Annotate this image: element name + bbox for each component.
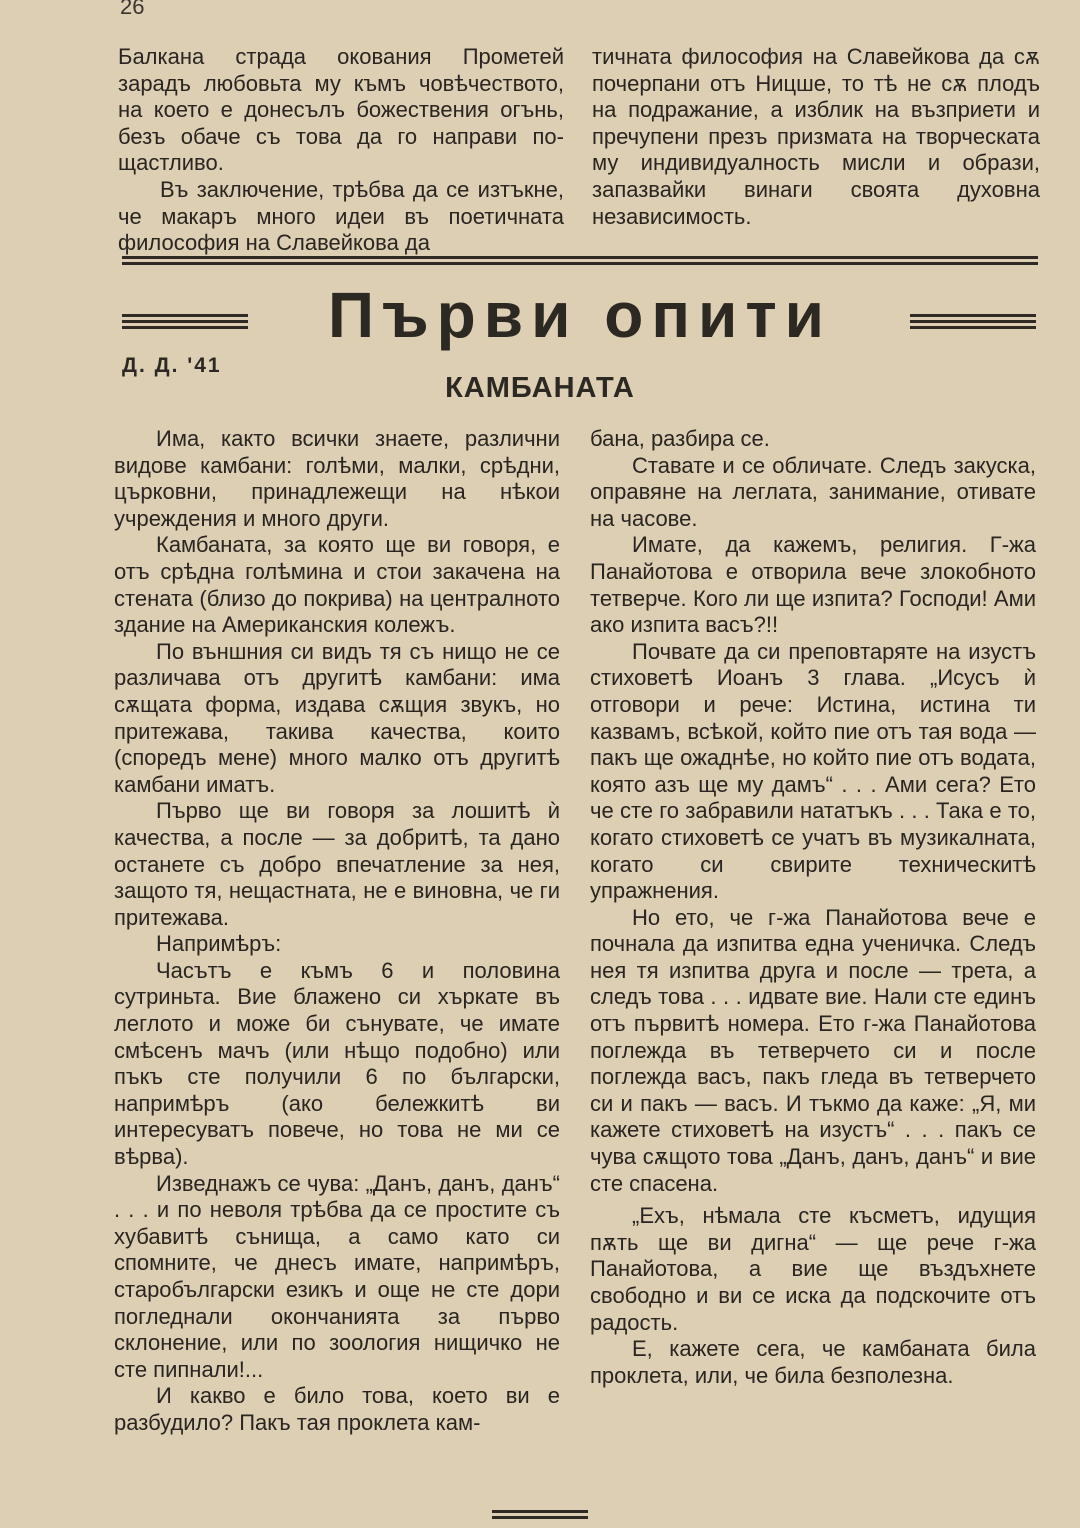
page-number: 26 [120, 0, 145, 19]
author-signature: Д. Д. '41 [122, 354, 222, 377]
paragraph: бана, разбира се. [590, 426, 770, 451]
paragraph: Но ето, че г-жа Панайотова вече е почнала да изпитва една ученичка. Следъ нея тя изпитва друга и после — трета, а следъ това . . . идвате вие. Нали сте единъ отъ първитѣ номера. Ето г-жа Панайотова поглежда въ тетверчето си и после поглежда васъ, пакъ гледа въ тетверчето си и пакъ — васъ. И тъкмо да каже: „Я, ми кажете стиховетѣ на изустъ“ . . . пакъ се чува сѫщото това „Данъ, данъ, данъ“ и вие сте спасена. [590, 904, 1036, 1196]
story-left-column [114, 426, 560, 1437]
paragraph: Часътъ е къмъ 6 и половина сутриньта. Вие блажено си хъркате въ леглото и може би сънувате, че имате смѣсенъ мачъ (или нѣщо подобно) или пъкъ сте получили 6 по български, напримѣръ (ако бележкитѣ ви интересуватъ повече, но това не ми се вѣрва). [114, 957, 560, 1170]
paragraph: Има, както всички знаете, различни видове камбани: голѣми, малки, срѣдни, църковни, принадлежещи на нѣкои учреждения и много други. [114, 426, 560, 531]
paragraph: По външния си видъ тя съ нищо не се различава отъ другитѣ камбани: има сѫщата форма, издава сѫщия звукъ, но притежава, такива качества, които (споредъ мене) много малко отъ другитѣ камбани иматъ. [114, 638, 560, 797]
paragraph: Напримѣръ: [156, 931, 282, 957]
title-ornament-right [910, 314, 1036, 328]
paragraph: Ставате и се обличате. Следъ закуска, оправяне на леглата, занимание, отивате на часове. [590, 452, 1036, 531]
paragraph: тичната философия на Славейкова да сѫ почерпани отъ Ницше, то тѣ не сѫ плодъ на подражание, а изблик на възприети и пречупени презъ призмата на творческата му индивидуалность мисли и образи, запазвайки винаги своята духовна независимость. [592, 44, 1040, 229]
paragraph: Балкана страда окования Прометей зарадъ любовьта му къмъ човѣчеството, на което е донесълъ божествения огънь, безъ обаче съ това да го направи по-щастливо. [118, 44, 564, 176]
paragraph: Въ заключение, трѣбва да се изтъкне, че макаръ много идеи въ поетичната философия на Славейкова да [118, 176, 564, 256]
story-right-column [590, 426, 1036, 1389]
title-ornament-left [122, 314, 248, 328]
paragraph: Почвате да си преповтаряте на изустъ стиховетѣ Иоанъ 3 глава. „Исусъ ѝ отговори и рече: Истина, истина ти казвамъ, всѣкой, който пие отъ тая вода — пакъ ще ожаднѣе, но който пие отъ водата, която азъ ще му дамъ“ . . . Ами сега? Ето че сте го забравили нататъкъ . . . Така е то, когато стиховетѣ се учатъ въ музикалната, когато си свирите техническитѣ упражнения. [590, 638, 1036, 904]
paragraph: Първо ще ви говоря за лошитѣ ѝ качества, а после — за добритѣ, та дано останете съ добро впечатление за нея, защото тя, нещастната, не е виновна, че ги притежава. [114, 798, 560, 930]
previous-article-left-column [118, 44, 564, 256]
paragraph: Камбаната, за която ще ви говоря, е отъ срѣдна голѣмина и стои закачена на стената (близо до покрива) на централното здание на Американския колежъ. [114, 532, 560, 638]
paragraph: Имате, да кажемъ, религия. Г-жа Панайотова е отворила вече злокобното тетверче. Кого ли ще изпита? Господи! Ами ако изпита васъ?!! [590, 532, 1036, 638]
paragraph: Изведнажъ се чува: „Данъ, данъ, данъ“ . . . и по неволя трѣбва да се простите съ хубавитѣ сънища, а само като си спомните, че днесъ имате, напримѣръ, старобългарски езикъ и още не сте дори погледнали окончанията за първо склонение, или по зоология нищичко не сте пипнали!... [114, 1170, 560, 1382]
story-title: КАМБАНАТА [445, 372, 635, 404]
paragraph: „Ехъ, нѣмала сте късметъ, идущия пѫть ще ви дигна“ — ще рече г-жа Панайотова, а вие ще въздъхнете свободно и ви се иска да подскочите отъ радость. [590, 1203, 1036, 1335]
previous-article-ending [118, 44, 1040, 256]
previous-article-right-column [592, 44, 1040, 230]
section-title: Първи опити [328, 279, 832, 351]
paragraph: И какво е било това, което ви е разбудило? Пакъ тая проклета кам- [114, 1383, 560, 1435]
paragraph: Е, кажете сега, че камбаната била проклета, или, че била безполезна. [590, 1336, 1036, 1388]
end-divider [492, 1510, 588, 1520]
section-divider [122, 256, 1038, 268]
